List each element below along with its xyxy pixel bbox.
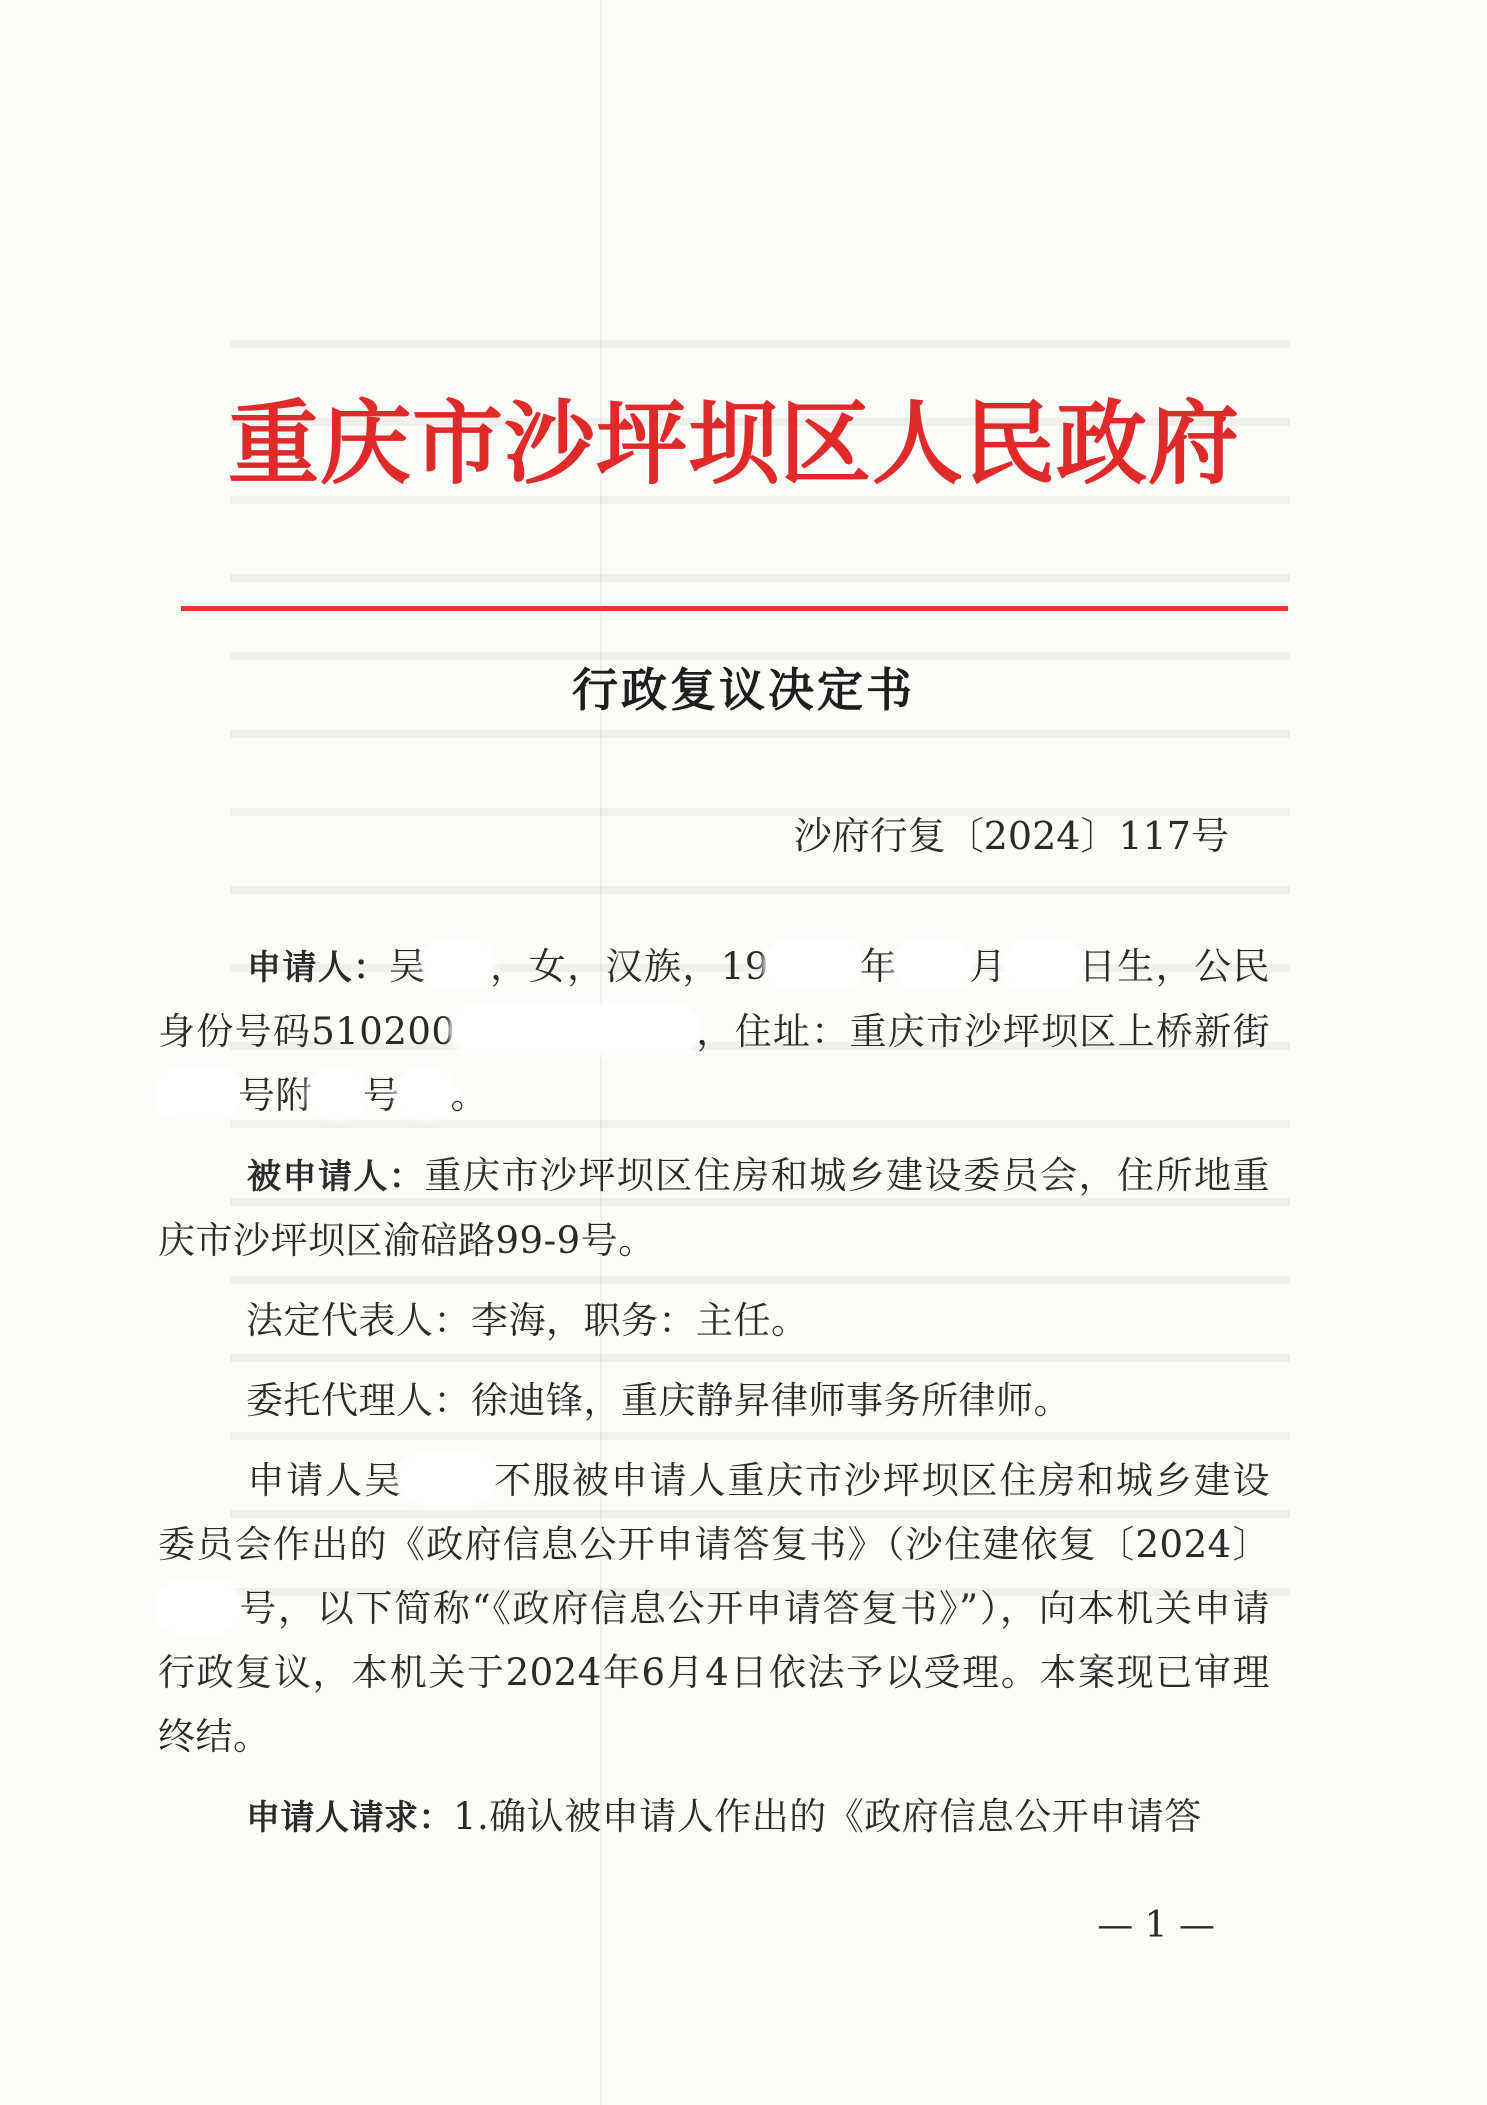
redaction [401,1074,451,1114]
respondent-label: 被申请人： [246,1157,425,1197]
case-paragraph [158,1449,1270,1769]
document-body [158,935,1270,1866]
agent-paragraph [158,1369,1270,1433]
applicant-text: 月 [968,945,1008,988]
page-number: — 1 — [1097,1905,1215,1946]
government-masthead: 重庆市沙坪坝区人民政府 [228,391,1241,497]
applicant-label: 申请人： [246,948,389,988]
applicant-text: ，住址：重庆市沙坪坝区上桥新街 [695,1010,1271,1053]
applicant-text: 吴 [388,945,428,988]
redaction [158,1587,238,1627]
redaction [158,1074,238,1114]
request-text: 1.确认被申请人作出的《政府信息公开申请答 [453,1795,1202,1838]
redaction [427,945,489,985]
document-title: 行政复议决定书 [572,663,915,717]
document-number: 沙府行复〔2024〕117号 [793,814,1229,858]
applicant-paragraph [158,935,1270,1128]
applicant-text: 。 [450,1074,488,1117]
applicant-text: 日生，公民身份号码510200 [158,945,1271,1053]
redaction [313,1074,363,1114]
case-text: 申请人吴 [246,1459,403,1502]
redaction [1008,945,1078,985]
respondent-text: 重庆市沙坪坝区住房和城乡建设委员会，住所地重庆市沙坪坝区渝碚路99-9号。 [158,1154,1271,1262]
red-divider-line [181,606,1288,611]
agent-text: 委托代理人：徐迪锋，重庆静昇律师事务所律师。 [246,1379,1071,1422]
applicant-text: 号 [363,1074,401,1117]
case-text: 不服被申请人重庆市沙坪坝区住房和城乡建设委员会作出的《政府信息公开申请答复书》（沙住建依复〔2024〕 [158,1459,1271,1566]
case-text: 号，以下简称“《政府信息公开申请答复书》”），向本机关申请行政复议，本机关于2024年6月4日依法予以受理。本案现已审理终结。 [158,1587,1270,1758]
request-paragraph [158,1785,1270,1850]
applicant-text: 号附 [238,1074,313,1117]
redaction [769,945,859,985]
legal-representative-paragraph [158,1289,1270,1353]
applicant-text: ，女，汉族，19 [489,945,769,988]
redaction [898,945,968,985]
request-label: 申请人请求： [246,1798,453,1838]
respondent-paragraph [158,1144,1270,1273]
applicant-text: 年 [858,945,899,988]
redaction [455,1010,695,1050]
redaction [403,1459,493,1499]
legal-representative-text: 法定代表人：李海，职务：主任。 [246,1299,809,1342]
